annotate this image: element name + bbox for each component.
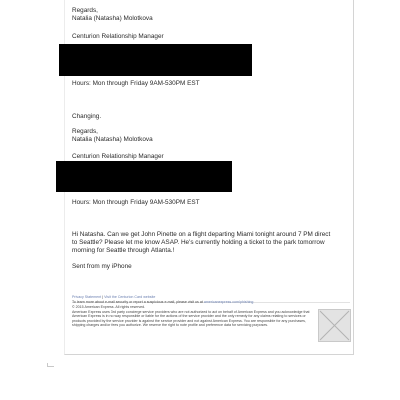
message-line: morning for Seattle through Atlanta.!	[72, 247, 175, 254]
reply-text: Changing.	[72, 113, 102, 120]
redacted-block	[59, 44, 252, 76]
footer-disclaimer: American Express uses 3rd party concierge service providers who are not authorized to act on behalf of American Express and you acknowledge that American Express is in no way responsible or liable for the actions of the service provider and the only remedy for any claims relating to services or products provided by the service provider is against the service provider and not against American Express. You are responsible for any purchases, shipping charges and/or fees you authorize. We reserve the right to note profile and preference data for servicing purposes.	[72, 310, 310, 327]
link-separator: |	[101, 295, 105, 299]
signature-name: Natalia (Natasha) Molotkova	[72, 15, 153, 22]
page-corner-mark	[47, 363, 54, 367]
signature-title: Centurion Relationship Manager	[72, 153, 164, 160]
footer-copyright: © 2015 American Express. All rights reserved.	[72, 305, 146, 309]
phishing-link[interactable]: americanexpress.com/phishing	[203, 300, 254, 304]
signature-name: Natalia (Natasha) Molotkova	[72, 136, 153, 143]
signature-title: Centurion Relationship Manager	[72, 33, 164, 40]
footer-links	[72, 295, 316, 299]
broken-image-icon	[318, 309, 351, 342]
privacy-statement-link[interactable]: Privacy Statement	[72, 295, 102, 299]
message-line: Hi Natasha. Can we get John Pinette on a flight departing Miami tonight around 7 PM direct	[72, 231, 331, 238]
signature-hours: Hours: Mon through Friday 9AM-530PM EST	[72, 80, 200, 87]
signature-regards: Regards,	[72, 128, 98, 135]
footer-report	[72, 300, 316, 304]
redacted-block	[56, 161, 232, 192]
signature-regards: Regards,	[72, 7, 98, 14]
signature-hours: Hours: Mon through Friday 9AM-530PM EST	[72, 199, 200, 206]
report-text: To learn more about e-mail security or report a suspicious e-mail, please visit us at	[72, 300, 203, 304]
sent-from-text: Sent from my iPhone	[72, 263, 132, 270]
centurion-website-link[interactable]: Visit the Centurion Card website	[104, 295, 156, 299]
message-line: to Seattle? Please let me know ASAP. He's currently holding a ticket to the park tomorrow	[72, 239, 325, 246]
